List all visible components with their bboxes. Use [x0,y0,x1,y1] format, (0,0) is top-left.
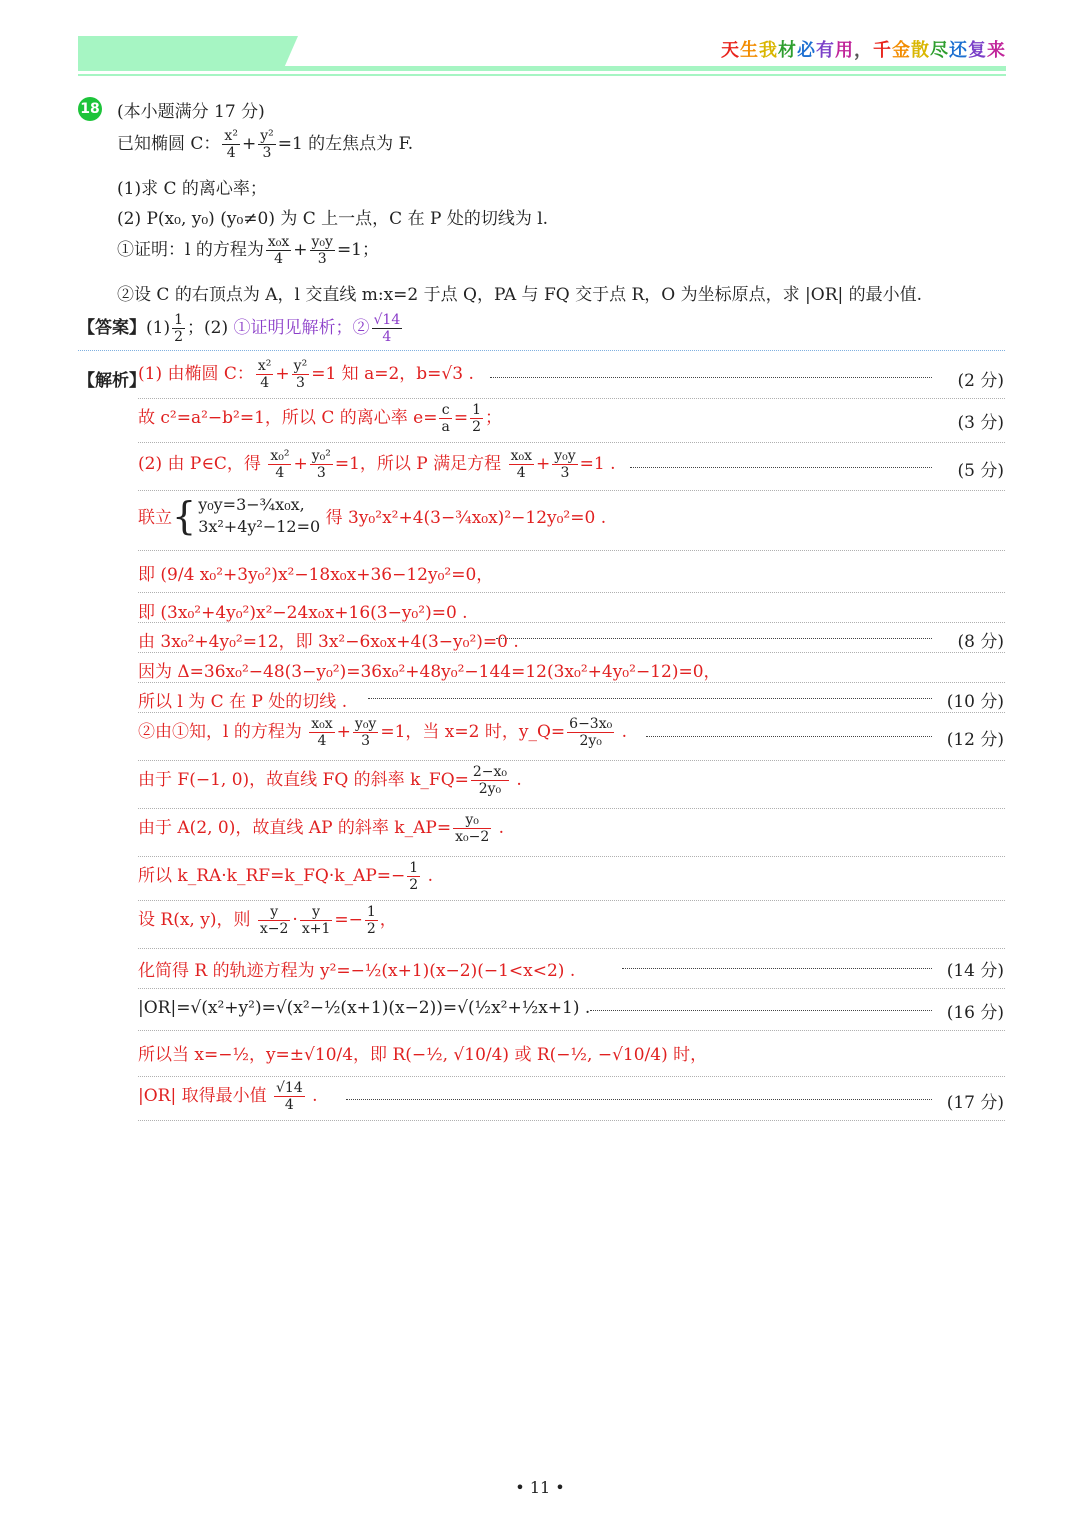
step-divider [138,760,1005,761]
solution-step: 即 (3x₀²+4y₀²)x²−24x₀x+16(3−y₀²)=0 . [138,603,468,623]
fraction: $\frac{1}{2}$ [174,312,184,346]
step-divider [138,1076,1005,1077]
score-mark: (5 分) [954,456,1004,481]
stem-suffix: =1 的左焦点为 F. [277,134,414,155]
sub1-suffix: =1； [336,240,379,261]
fraction: $\frac{\text{y₀y}}{3}$ [311,234,333,268]
fraction: $\frac{\text{x₀x}}{4}$ [267,234,290,268]
solution-step: 所以当 x=−½，y=±√10/4，即 R(−½, √10/4) 或 R(−½, −√10/4) 时， [138,1045,708,1065]
header-banner [78,36,284,68]
dot-leader [496,638,932,639]
solution-step: 由于 F(−1, 0)，故直线 FQ 的斜率 k_FQ= $\frac{\text{2−x₀}}{\text{2y₀}}$ . [138,764,522,798]
slogan-char: ， [854,40,873,61]
slogan-char: 还 [949,40,968,61]
step-divider [138,988,1005,989]
sub1-prefix: ①证明：l 的方程为 [117,240,264,261]
step-divider [138,398,1005,399]
question-stem: 已知椭圆 C： $\frac{\text{x²}}{4}$ + $\frac{\text{y²}}{3}$ =1 的左焦点为 F. [117,128,414,162]
answer-divider [78,350,1005,351]
slogan-char: 有 [816,40,835,61]
step-divider [138,652,1005,653]
solution-step: 由于 A(2, 0)，故直线 AP 的斜率 k_AP= $\frac{\text{y₀}}{\text{x₀−2}}$ . [138,812,505,846]
step-divider [138,808,1005,809]
solution-step: 联立{ y₀y=3−¾x₀x, 3x²+4y²−12=0 得 3y₀²x²+4(3−¾x₀x)²−12y₀²=0 . [138,493,607,538]
question-sub2: ②设 C 的右顶点为 A，l 交直线 m:x=2 于点 Q，PA 与 FQ 交于点 R，O 为坐标原点，求 |OR| 的最小值. [117,285,923,305]
slogan-char: 必 [797,40,816,61]
solution-step: 因为 Δ=36x₀²−48(3−y₀²)=36x₀²+48y₀²−144=12(3x₀²+4y₀²−12)=0， [138,662,721,682]
step-divider [138,442,1005,443]
step-divider [138,900,1005,901]
score-mark: (2 分) [954,366,1004,391]
slogan-char: 金 [892,40,911,61]
fraction: $\frac{√14}{4}$ [373,312,401,346]
step-divider [138,622,1005,623]
step-divider [138,490,1005,491]
answer-separator: ；(2) [187,318,229,339]
slogan-char: 千 [873,40,892,61]
dot-leader [590,1010,932,1011]
step-divider [138,1030,1005,1031]
slogan-char: 复 [968,40,987,61]
score-mark: (12 分) [943,725,1004,750]
slogan-char: 散 [911,40,930,61]
slogan-char: 我 [759,40,778,61]
slogan-char: 来 [987,40,1006,61]
page-number: • 11 • [515,1478,565,1497]
slogan-char: 尽 [930,40,949,61]
question-sub1: ①证明：l 的方程为 $\frac{\text{x₀x}}{4}$ + $\frac{\text{y₀y}}{3}$ =1； [117,234,379,268]
header-rule-thin [78,74,1006,76]
question-number: 18 [78,97,102,121]
slogan-char: 材 [778,40,797,61]
solution-step: 所以 k_RA·k_RF=k_FQ·k_AP=− $\frac{1}{2}$ . [138,860,434,894]
fraction: $\frac{\text{y²}}{3}$ [260,128,274,162]
question-part1: (1)求 C 的离心率； [117,179,267,199]
dot-leader [646,736,932,737]
solution-step: (1) 由椭圆 C： $\frac{\text{x²}}{4}$ + $\frac{\text{y²}}{3}$ =1 知 a=2，b=√3 . [138,358,474,392]
score-mark: (14 分) [943,956,1004,981]
dot-leader [346,1099,932,1100]
solution-step: ②由①知，l 的方程为 $\frac{\text{x₀x}}{4}$ + $\frac{\text{y₀y}}{3}$ =1，当 x=2 时，y_Q= $\frac{\text{6−3x₀}}{\text{2y₀}}$ . [138,716,628,750]
score-mark: (3 分) [954,408,1004,433]
points-note: (本小题满分 17 分) [117,102,265,122]
answer-part1-label: (1) [146,318,171,339]
slogan-char: 用 [835,40,854,61]
header-rule [78,66,1006,71]
solution-label: 【解析】 [78,371,146,391]
question-part2: (2) P(x₀, y₀) (y₀≠0) 为 C 上一点，C 在 P 处的切线为 l. [117,209,549,229]
score-mark: (10 分) [943,687,1004,712]
dot-leader [622,968,932,969]
solution-step: |OR|=√(x²+y²)=√(x²−½(x+1)(x−2))=√(½x²+½x+1) . [138,998,591,1018]
step-divider [138,682,1005,683]
step-divider [138,948,1005,949]
answer-label: 【答案】 [78,318,146,339]
header-banner-slant [284,36,298,68]
solution-step: 化简得 R 的轨迹方程为 y²=−½(x+1)(x−2)(−1<x<2) . [138,961,576,981]
solution-step: 故 c²=a²−b²=1，所以 C 的离心率 e= $\frac{c}{a}$ = $\frac{1}{2}$ ； [138,402,502,436]
slogan-char: 生 [740,40,759,61]
score-mark: (16 分) [943,998,1004,1023]
score-mark: (8 分) [954,627,1004,652]
solution-step: |OR| 取得最小值 $\frac{√14}{4}$ . [138,1080,318,1114]
solution-step: 由 3x₀²+4y₀²=12，即 3x²−6x₀x+4(3−y₀²)=0 . [138,632,519,652]
score-mark: (17 分) [943,1088,1004,1113]
step-divider [138,856,1005,857]
solution-step: 设 R(x, y)，则 $\frac{y}{x-2}$ · $\frac{y}{x+1}$ =− $\frac{1}{2}$ ， [138,904,397,938]
dot-leader [490,377,932,378]
step-divider [138,550,1005,551]
fraction: $\frac{\text{x²}}{4}$ [224,128,238,162]
stem-prefix: 已知椭圆 C： [117,134,221,155]
slogan-char: 天 [721,40,740,61]
header-slogan [700,36,1006,62]
solution-step: 即 (9/4 x₀²+3y₀²)x²−18x₀x+36−12y₀²=0， [138,565,494,585]
answer-part2: ①证明见解析；② [233,318,370,339]
solution-step: 所以 l 为 C 在 P 处的切线 . [138,692,348,712]
dot-leader [368,698,932,699]
step-divider [138,712,1005,713]
dot-leader [630,467,932,468]
step-divider [138,592,1005,593]
step-divider [138,1120,1005,1121]
answer-line [78,312,404,345]
solution-step: (2) 由 P∈C，得 $\frac{\text{x₀²}}{4}$ + $\frac{\text{y₀²}}{3}$ =1，所以 P 满足方程 $\frac{\text{x₀x}}{4}$ + $\frac{\text{y₀y}}{3}$ =1 . [138,448,616,482]
